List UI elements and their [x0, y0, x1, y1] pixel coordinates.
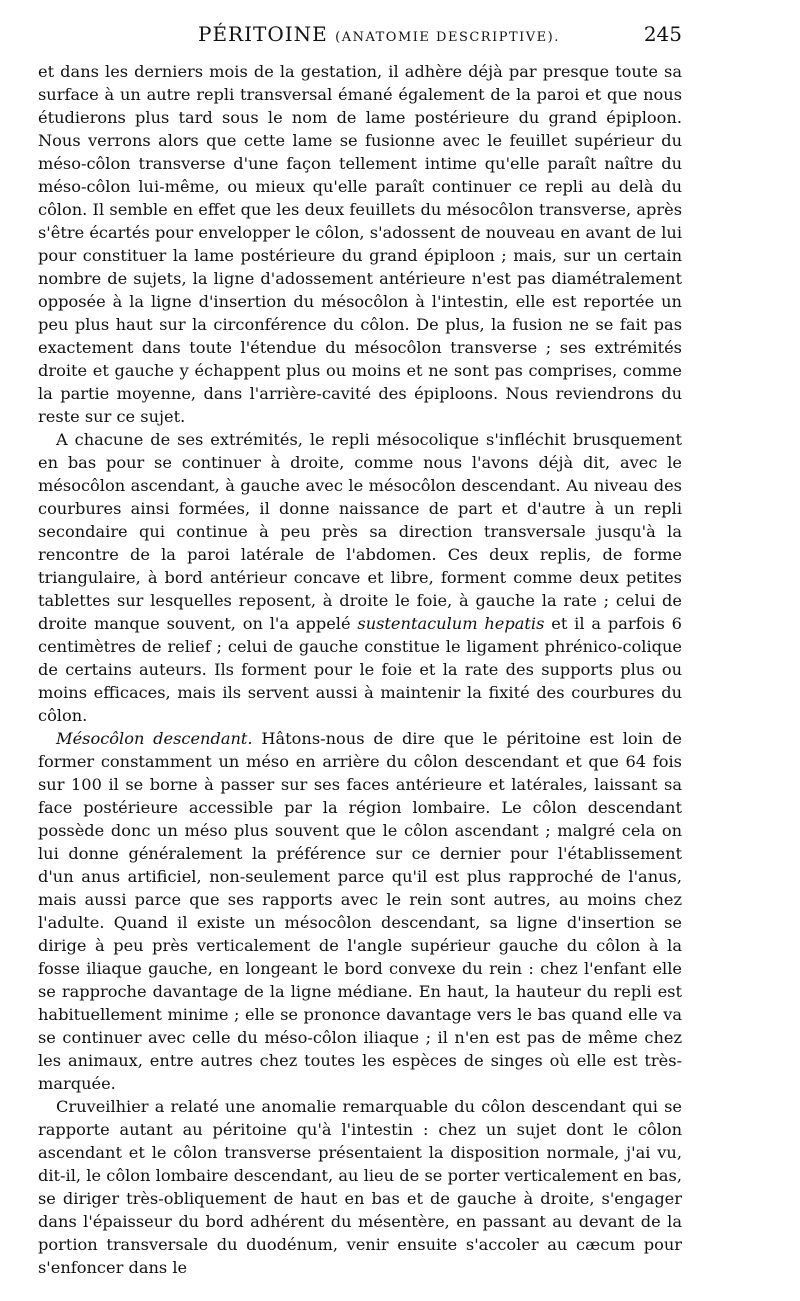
running-title — [198, 22, 560, 46]
page-number: 245 — [643, 22, 682, 46]
paragraph-text: Cruveilhier a relaté une anomalie remarquable du côlon descendant qui se rapporte autant au péritoine qu'à l'intestin : chez un sujet dont le côlon ascendant et le côlon transverse présentaient la disposition normale, j'ai vu, dit-il, le côlon lombaire descendant, au lieu de se porter verticalement en bas, se diriger très-obliquement de haut en bas et de gauche à droite, s'engager dans l'épaisseur du bord adhérent du mésentère, en passant au devant de la portion transversale du duodénum, venir ensuite s'accoler au cæcum pour s'enfoncer dans le — [38, 1097, 682, 1277]
paragraph — [38, 1095, 682, 1279]
paragraph — [38, 727, 682, 1095]
section-lead: Mésocôlon descendant. — [56, 729, 253, 748]
paragraph-text: et il a parfois 6 centimètres de relief ; celui de gauche constitue le ligament phrénico-colique de certains auteurs. Ils forment pour le foie et la rate des supports plus ou moins efficaces, mais ils servent aussi à maintenir la fixité des courbures du côlon. — [38, 614, 682, 725]
paragraph-text: A chacune de ses extrémités, le repli mésocolique s'infléchit brusquement en bas pour se continuer à droite, comme nous l'avons déjà dit, avec le mésocôlon ascendant, à gauche avec le mésocôlon descendant. Au niveau des courbures ainsi formées, il donne naissance de part et d'autre à un repli secondaire qui continue à peu près sa direction transversale jusqu'à la rencontre de la paroi latérale de l'abdomen. Ces deux replis, de forme triangulaire, à bord antérieur concave et libre, forment comme deux petites tablettes sur lesquelles reposent, à droite le foie, à gauche la rate ; celui de droite manque souvent, on l'a appelé — [38, 430, 682, 633]
running-header — [38, 22, 682, 52]
paragraph — [38, 60, 682, 428]
paragraph-text: Hâtons-nous de dire que le péritoine est loin de former constamment un méso en arrière du côlon descendant et que 64 fois sur 100 il se borne à passer sur ses faces antérieure et latérales, laissant sa face postérieure accessible par la région lombaire. Le côlon descendant possède donc un méso plus souvent que le côlon ascendant ; malgré cela on lui donne généralement la préférence sur ce dernier pour l'établissement d'un anus artificiel, non-seulement parce qu'il est plus rapproché de l'anus, mais aussi parce que ses rapports avec le rein sont autres, au moins chez l'adulte. Quand il existe un mésocôlon descendant, sa ligne d'insertion se dirige à peu près verticalement de l'angle supérieur gauche du côlon à la fosse iliaque gauche, en longeant le bord convexe du rein : chez l'enfant elle se rapproche davantage de la ligne médiane. En haut, la hauteur du repli est habituellement minime ; elle se prononce davantage vers le bas quand elle va se continuer avec celle du méso-côlon iliaque ; il n'en est pas de même chez les animaux, entre autres chez toutes les espèces de singes où elle est très-marquée. — [38, 729, 682, 1093]
running-title-sub: (ANATOMIE DESCRIPTIVE). — [335, 30, 560, 45]
paragraph-text: et dans les derniers mois de la gestation, il adhère déjà par presque toute sa surface à un autre repli transversal émané également de la paroi et que nous étudierons plus tard sous le nom de lame postérieure du grand épiploon. Nous verrons alors que cette lame se fusionne avec le feuillet supérieur du méso-côlon transverse d'une façon tellement intime qu'elle paraît naître du méso-côlon lui-même, ou mieux qu'elle paraît continuer ce repli au delà du côlon. Il semble en effet que les deux feuillets du mésocôlon transverse, après s'être écartés pour envelopper le côlon, s'adossent de nouveau en avant de lui pour constituer la lame postérieure du grand épiploon ; mais, sur un certain nombre de sujets, la ligne d'adossement antérieure n'est pas diamétralement opposée à la ligne d'insertion du mésocôlon à l'intestin, elle est reportée un peu plus haut sur la circonférence du côlon. De plus, la fusion ne se fait pas exactement dans toute l'étendue du mésocôlon transverse ; ses extrémités droite et gauche y échappent plus ou moins et ne sont pas comprises, comme la partie moyenne, dans l'arrière-cavité des épiploons. Nous reviendrons du reste sur ce sujet. — [38, 62, 682, 426]
paragraph — [38, 428, 682, 727]
latin-term: sustentaculum hepatis — [357, 614, 545, 633]
body-text — [38, 60, 682, 1279]
running-title-main: PÉRITOINE — [198, 22, 328, 46]
